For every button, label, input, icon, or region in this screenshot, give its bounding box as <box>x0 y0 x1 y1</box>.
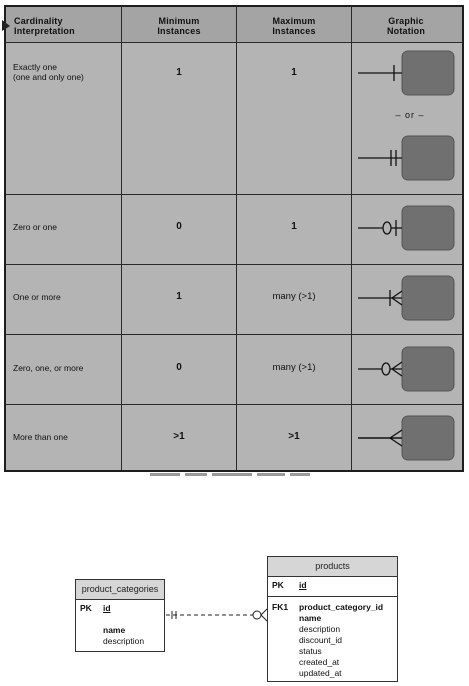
row-more-than-one-min: >1 <box>173 431 185 442</box>
row-zero-or-one-min: 0 <box>176 221 182 232</box>
row-exactly-one-min: 1 <box>176 67 182 78</box>
header-interpretation: Cardinality Interpretation <box>14 16 75 36</box>
row-zero-one-or-more-label: Zero, one, or more <box>13 363 84 373</box>
header-minimum: Minimum Instances <box>157 16 201 36</box>
row-exactly-one-label: Exactly one (one and only one) <box>13 62 84 82</box>
field-discount-id: discount_id <box>299 635 343 645</box>
pk-label: PK <box>272 580 284 590</box>
pk-label: PK <box>80 603 92 613</box>
row-more-than-one-max: >1 <box>288 431 300 442</box>
row-one-or-more-min: 1 <box>176 291 182 302</box>
row-zero-or-one-max: 1 <box>291 221 297 232</box>
field-created-at: created_at <box>299 657 340 667</box>
header-maximum: Maximum Instances <box>272 16 316 36</box>
row-one-or-more-label: One or more <box>13 292 61 302</box>
header-graphic-notation: Graphic Notation <box>386 16 426 36</box>
field-updated-at: updated_at <box>299 668 342 678</box>
field-description: description <box>103 636 145 646</box>
row-zero-one-or-more-min: 0 <box>176 362 182 373</box>
fk-field: product_category_id <box>299 602 384 612</box>
row-one-or-more-max: many (>1) <box>272 291 316 302</box>
fk-label: FK1 <box>272 602 289 612</box>
or-separator: – or – <box>395 110 425 120</box>
row-more-than-one-label: More than one <box>13 432 68 442</box>
entity-products[interactable] <box>267 556 398 682</box>
row-zero-or-one-label: Zero or one <box>13 222 57 232</box>
field-description: description <box>299 624 341 634</box>
row-exactly-one-max: 1 <box>291 67 297 78</box>
entity-title: product_categories <box>76 580 164 600</box>
row-zero-one-or-more-max: many (>1) <box>272 362 316 373</box>
field-status: status <box>299 646 322 656</box>
pk-separator <box>268 596 397 597</box>
entity-product-categories[interactable] <box>75 579 165 652</box>
pk-field: id <box>103 603 111 613</box>
relationship-connector <box>166 609 267 621</box>
field-name: name <box>103 625 126 635</box>
entity-title: products <box>268 557 397 577</box>
field-name: name <box>299 613 322 623</box>
pk-field: id <box>299 580 307 590</box>
